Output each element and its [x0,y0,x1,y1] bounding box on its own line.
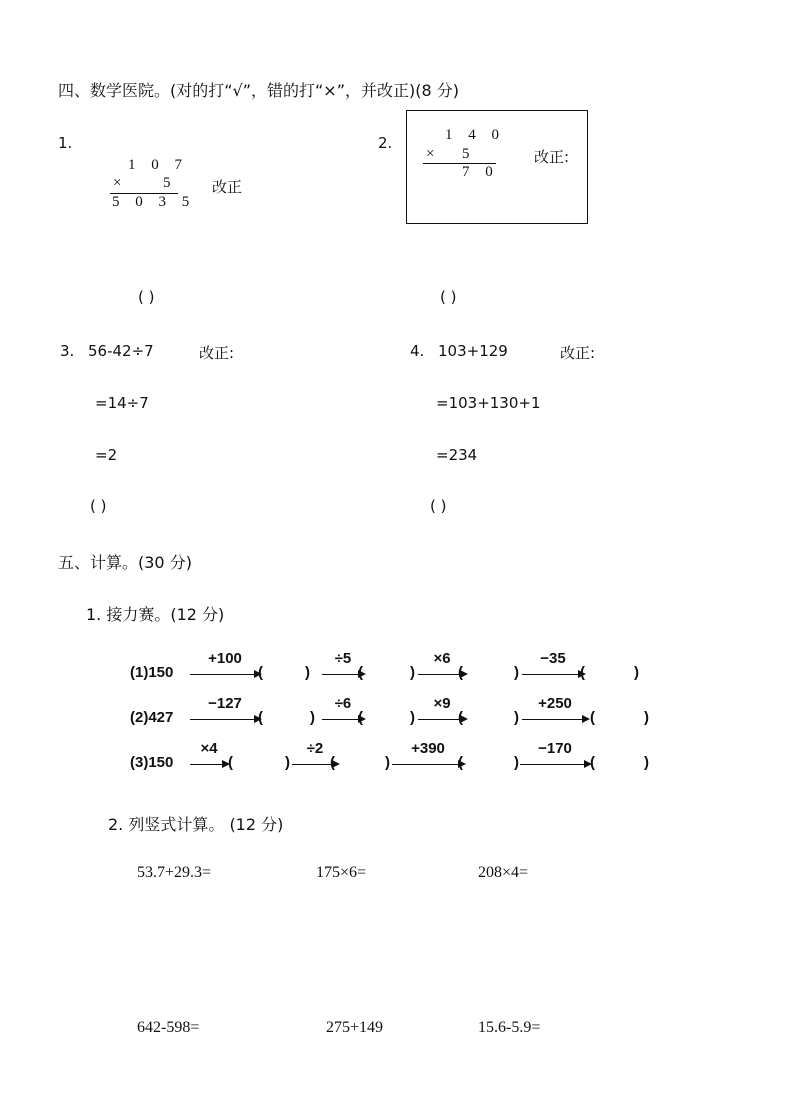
answer-blank-open[interactable]: ( [458,754,463,771]
answer-blank-open[interactable]: ( [590,754,595,771]
relay-row-3-label: (3)150 [130,754,174,771]
q1-times-sign: × [113,175,128,191]
answer-blank-close[interactable]: ) [305,664,310,681]
relay-arrow-icon [520,764,590,765]
q1-correction-label: 改正 [212,178,243,196]
relay-operation: ÷5 [334,650,352,667]
calc-item-4: 642-598= [137,1019,200,1036]
relay-operation: ×9 [433,695,451,712]
answer-blank-close[interactable]: ) [644,709,649,726]
relay-arrow-icon [522,719,588,720]
answer-blank-close[interactable]: ) [310,709,315,726]
q1-answer-paren[interactable]: ( ) [138,288,155,306]
section-5-title: 五、计算。(30 分) [58,553,192,572]
q2-multiplier: 5 [462,146,476,162]
answer-blank-open[interactable]: ( [358,664,363,681]
q1-multiplier: 5 [163,175,177,191]
q4-step2: =234 [436,446,478,464]
q4-correction-label: 改正: [560,344,596,362]
relay-row-2-label: (2)427 [130,709,174,726]
vertical-calc-title: 2. 列竖式计算。 (12 分) [108,815,284,834]
answer-blank-open[interactable]: ( [590,709,595,726]
relay-operation: ÷6 [334,695,352,712]
relay-row-1-label: (1)150 [130,664,174,681]
calc-item-1: 53.7+29.3= [137,864,212,881]
answer-blank-close[interactable]: ) [410,664,415,681]
q3-number: 3. [60,342,75,360]
answer-blank-open[interactable]: ( [580,664,585,681]
answer-blank-close[interactable]: ) [514,709,519,726]
relay-arrow-icon [522,674,584,675]
relay-operation: ÷2 [306,740,324,757]
answer-blank-open[interactable]: ( [258,709,263,726]
q2-multiplicand: 1 4 0 [445,127,505,143]
q2-product: 7 0 [462,164,499,180]
q2-correction-label: 改正: [534,148,570,166]
answer-blank-close[interactable]: ) [644,754,649,771]
relay-arrow-icon [190,674,260,675]
q3-step1: =14÷7 [95,394,149,412]
answer-blank-open[interactable]: ( [330,754,335,771]
calc-item-5: 275+149 [326,1019,384,1036]
answer-blank-close[interactable]: ) [514,664,519,681]
relay-operation: ×6 [433,650,451,667]
q4-step1: =103+130+1 [436,394,541,412]
answer-blank-open[interactable]: ( [258,664,263,681]
relay-arrow-icon [190,764,228,765]
answer-blank-close[interactable]: ) [514,754,519,771]
relay-operation: +250 [538,695,572,712]
relay-operation: +100 [208,650,242,667]
q3-correction-label: 改正: [199,344,235,362]
calc-item-3: 208×4= [478,864,529,881]
q2-number: 2. [378,134,393,152]
q4-answer-paren[interactable]: ( ) [430,497,447,515]
q2-times-sign: × [426,146,441,162]
relay-operation: +390 [411,740,445,757]
calc-item-6: 15.6-5.9= [478,1019,541,1036]
q1-product: 5 0 3 5 [112,194,196,210]
calc-item-2: 175×6= [316,864,367,881]
q1-number: 1. [58,134,73,152]
q3-answer-paren[interactable]: ( ) [90,497,107,515]
relay-operation: −127 [208,695,242,712]
answer-blank-close[interactable]: ) [385,754,390,771]
section-4-title: 四、数学医院。(对的打“√”，错的打“×”，并改正)(8 分) [58,81,459,100]
answer-blank-close[interactable]: ) [410,709,415,726]
relay-operation: −35 [540,650,566,667]
q4-number: 4. [410,342,425,360]
relay-arrow-icon [190,719,260,720]
answer-blank-open[interactable]: ( [458,709,463,726]
answer-blank-open[interactable]: ( [358,709,363,726]
relay-title: 1. 接力赛。(12 分) [86,605,225,624]
relay-operation: −170 [538,740,572,757]
q1-multiplicand: 1 0 7 [128,157,188,173]
q3-step2: =2 [95,446,118,464]
answer-blank-close[interactable]: ) [285,754,290,771]
answer-blank-open[interactable]: ( [458,664,463,681]
relay-arrow-icon [392,764,464,765]
answer-blank-close[interactable]: ) [634,664,639,681]
q2-answer-paren[interactable]: ( ) [440,288,457,306]
q4-expression: 103+129 [438,342,508,360]
q3-expression: 56-42÷7 [88,342,154,360]
answer-blank-open[interactable]: ( [228,754,233,771]
relay-operation: ×4 [200,740,218,757]
